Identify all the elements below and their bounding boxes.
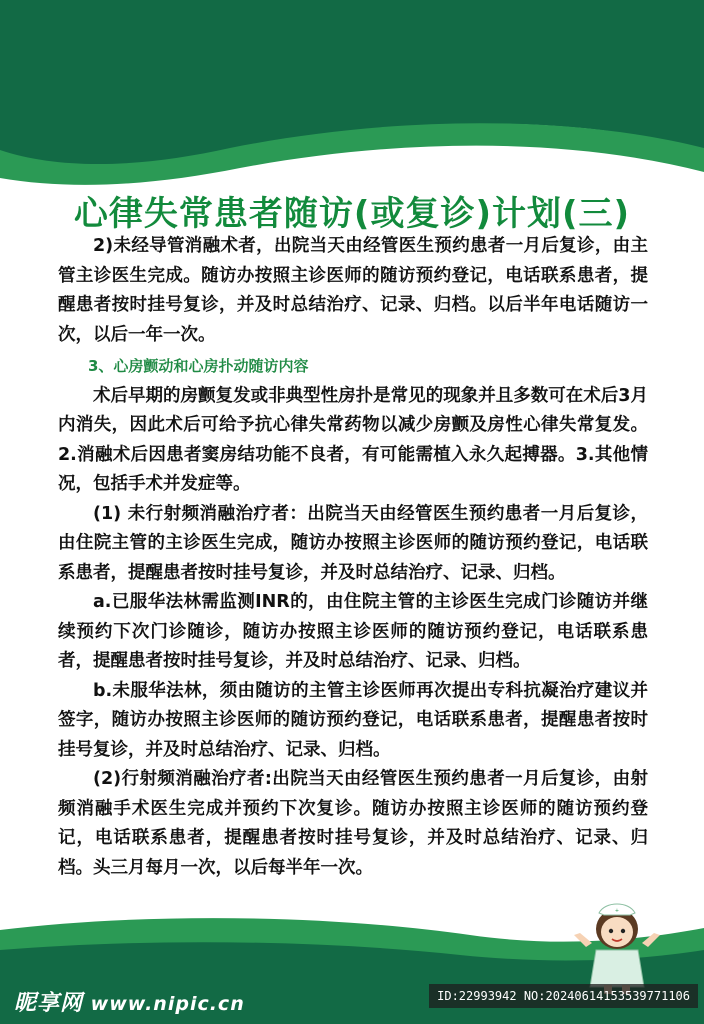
watermark-logo xyxy=(14,986,245,1017)
nurse-cartoon-icon xyxy=(572,895,662,995)
paragraph-1: 2)未经导管消融术者，出院当天由经管医生预约患者一月后复诊，由主管主诊医生完成。随访办按照主诊医师的随访预约登记，电话联系患者，提醒患者按时挂号复诊，并及时总结治疗、记录、归档。以后半年电话随访一次，以后一年一次。 xyxy=(58,236,648,345)
page-title: 心律失常患者随访(或复诊)计划(三) xyxy=(73,194,631,234)
section-subheading: 3、心房颤动和心房扑动随访内容 xyxy=(88,357,309,375)
logo-chinese: 昵享网 xyxy=(14,991,84,1016)
svg-text:+: + xyxy=(614,908,620,914)
paragraph-5: b.未服华法林，须由随访的主管主诊医师再次提出专科抗凝治疗建议并签字，随访办按照主诊医师的随访预约登记，电话联系患者，提醒患者按时挂号复诊，并及时总结治疗、记录、归档。 xyxy=(58,680,648,760)
paragraph-2: 术后早期的房颤复发或非典型性房扑是常见的现象并且多数可在术后3月内消失，因此术后可给予抗心律失常药物以减少房颤及房性心律失常复发。2.消融术后因患者窦房结功能不良者，有可能需植入永久起搏器。3.其他情况，包括手术并发症等。 xyxy=(58,385,648,494)
logo-url: www.nipic.cn xyxy=(90,993,245,1015)
paragraph-6: (2)行射频消融治疗者:出院当天由经管医生预约患者一月后复诊，由射频消融手术医生完成并预约下次复诊。随访办按照主诊医师的随访预约登记，电话联系患者，提醒患者按时挂号复诊，并及时总结治疗、记录、归档。头三月每月一次，以后每半年一次。 xyxy=(58,769,648,878)
paragraph-4: a.已服华法林需监测INR的，由住院主管的主诊医生完成门诊随访并继续预约下次门诊随诊，随访办按照主诊医师的随访预约登记，电话联系患者，提醒患者按时挂号复诊，并及时总结治疗、记录、归档。 xyxy=(58,592,648,671)
paragraph-3: (1) 未行射频消融治疗者：出院当天由经管医生预约患者一月后复诊，由住院主管的主诊医生完成，随访办按照主诊医师的随访预约登记，电话联系患者，提醒患者按时挂号复诊，并及时总结治疗、记录、归档。 xyxy=(58,503,648,583)
watermark-id: ID:22993942 NO:20240614153539771106 xyxy=(429,984,698,1008)
document-body xyxy=(58,232,648,883)
